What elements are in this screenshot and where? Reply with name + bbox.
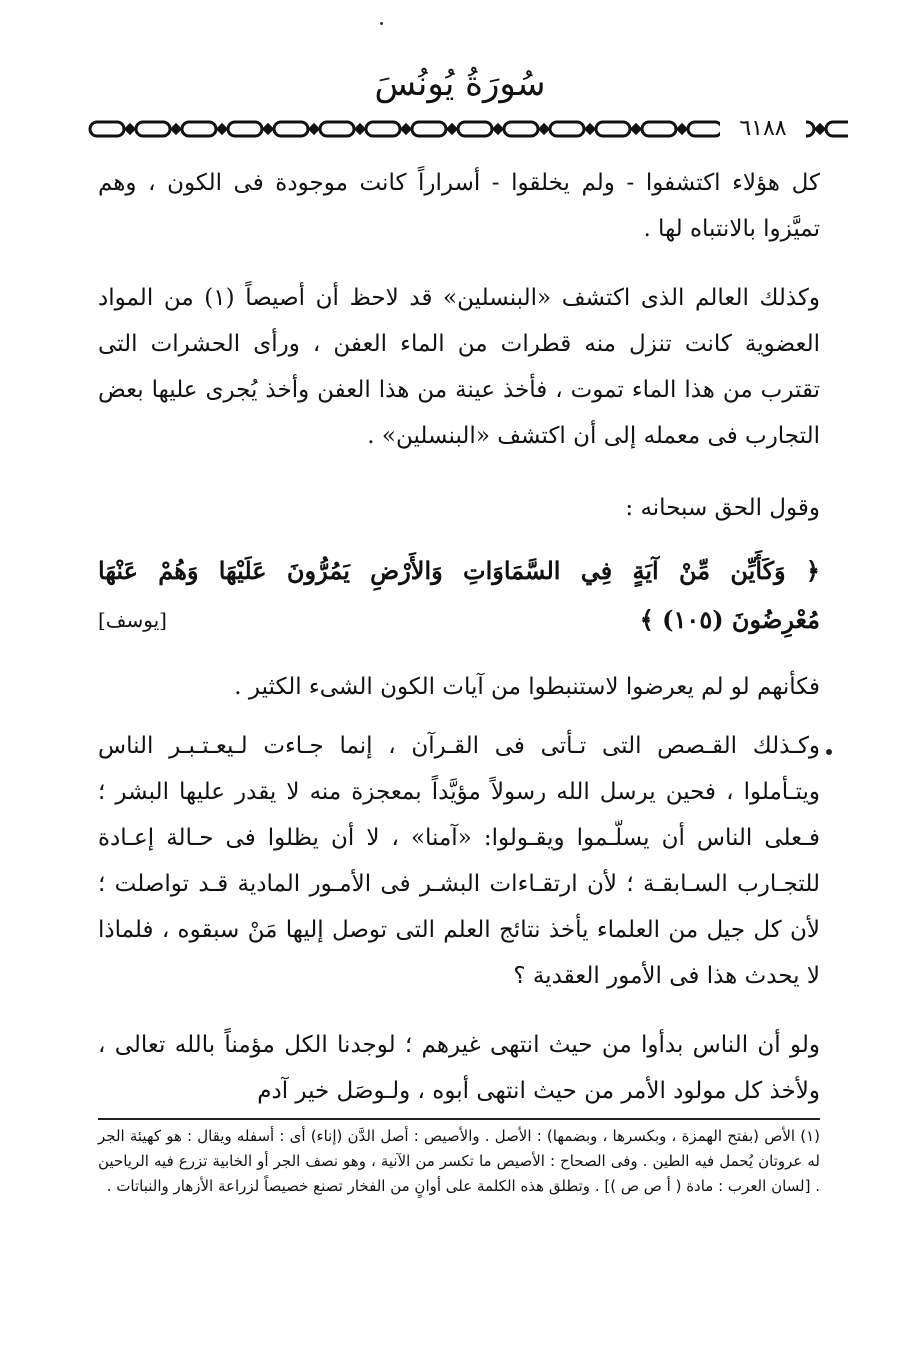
quran-verse-line-1: ﴿ وَكَأَيِّن مِّنْ آيَةٍ فِي السَّمَاوَاتِ وَالأَرْضِ يَمُرُّونَ عَلَيْهَا وَهُمْ عَنْهَا bbox=[98, 556, 820, 585]
quran-verse-ending: مُعْرِضُونَ (١٠٥) ﴾ bbox=[639, 605, 820, 634]
paragraph-6: ولو أن الناس بدأوا من حيث انتهى غيرهم ؛ لوجدنا الكل مؤمناً بالله تعالى ، ولأخذ كل مولود الأمر من حيث انتهى أبوه ، ولـوصَل خير آدم bbox=[98, 1032, 820, 1104]
footnote-divider bbox=[98, 1118, 820, 1120]
speck-mark bbox=[380, 22, 383, 25]
margin-dot bbox=[826, 749, 832, 755]
paragraph-3: وقول الحق سبحانه : bbox=[625, 495, 820, 521]
paragraph-5: وكـذلك القـصص التى تـأتى فى القـرآن ، إنما جـاءت لـيعـتـبـر الناس ويتـأملوا ، فحين يرسل الله رسولاً مؤيَّداً بمعجزة منه لا يقدر عليها البشر ؛ فـعلى الناس أن يسلّـموا ويقـولوا: «آمنا» ، لا أن يظلوا فى حـالة إعـادة للتجـارب السـابقـة ؛ لأن ارتقـاءات البشـر فى الأمـور المادية قـد تواصلت ؛ لأن كل جيل من العلماء يأخذ نتائج العلم التى توصل إليها مَنْ سبقوه ، فلماذا لا يحدث هذا فى الأمور العقدية ؟ bbox=[98, 733, 820, 989]
paragraph-2: وكذلك العالم الذى اكتشف «البنسلين» قد لاحظ أن أصيصاً (١) من المواد العضوية كانت تنزل منه قطرات من الماء العفن ، ورأى الحشرات التى تقترب من هذا الماء تموت ، فأخذ عينة من هذا العفن وأخذ يُجرى عليها بعض التجارب فى معمله إلى أن اكتشف «البنسلين» . bbox=[98, 285, 820, 449]
footnote: (١) الأص (بفتح الهمزة ، وبكسرها ، وبضمها) : الأصل . والأصيص : أصل الدَّن (إناء) أى : أسفله ويقال : هو كهيئة الجر له عروتان يُحمل فيه الطين . وفى الصحاح : الأصيص ما تكسر من الآنية ، وهو نصف الجر أو الخابية تزرع فيه الرياحين . [لسان العرب : مادة ( أ ص ص )] . وتطلق هذه الكلمة على أوانٍ من الفخار تصنع خصيصاً لزراعة الأزهار والنباتات . bbox=[98, 1127, 820, 1195]
paragraph-1: كل هؤلاء اكتشفوا - ولم يخلقوا - أسراراً كانت موجودة فى الكون ، وهم تميَّزوا بالانتباه لها . bbox=[98, 170, 820, 242]
page-number: ٦١٨٨ bbox=[720, 114, 806, 144]
surah-title: سُورَةُ يُونُسَ bbox=[374, 64, 546, 104]
paragraph-4: فكأنهم لو لم يعرضوا لاستنبطوا من آيات الكون الشىء الكثير . bbox=[234, 674, 820, 700]
quran-verse-line-2 bbox=[98, 600, 820, 640]
verse-reference: [يوسف] bbox=[98, 608, 167, 632]
